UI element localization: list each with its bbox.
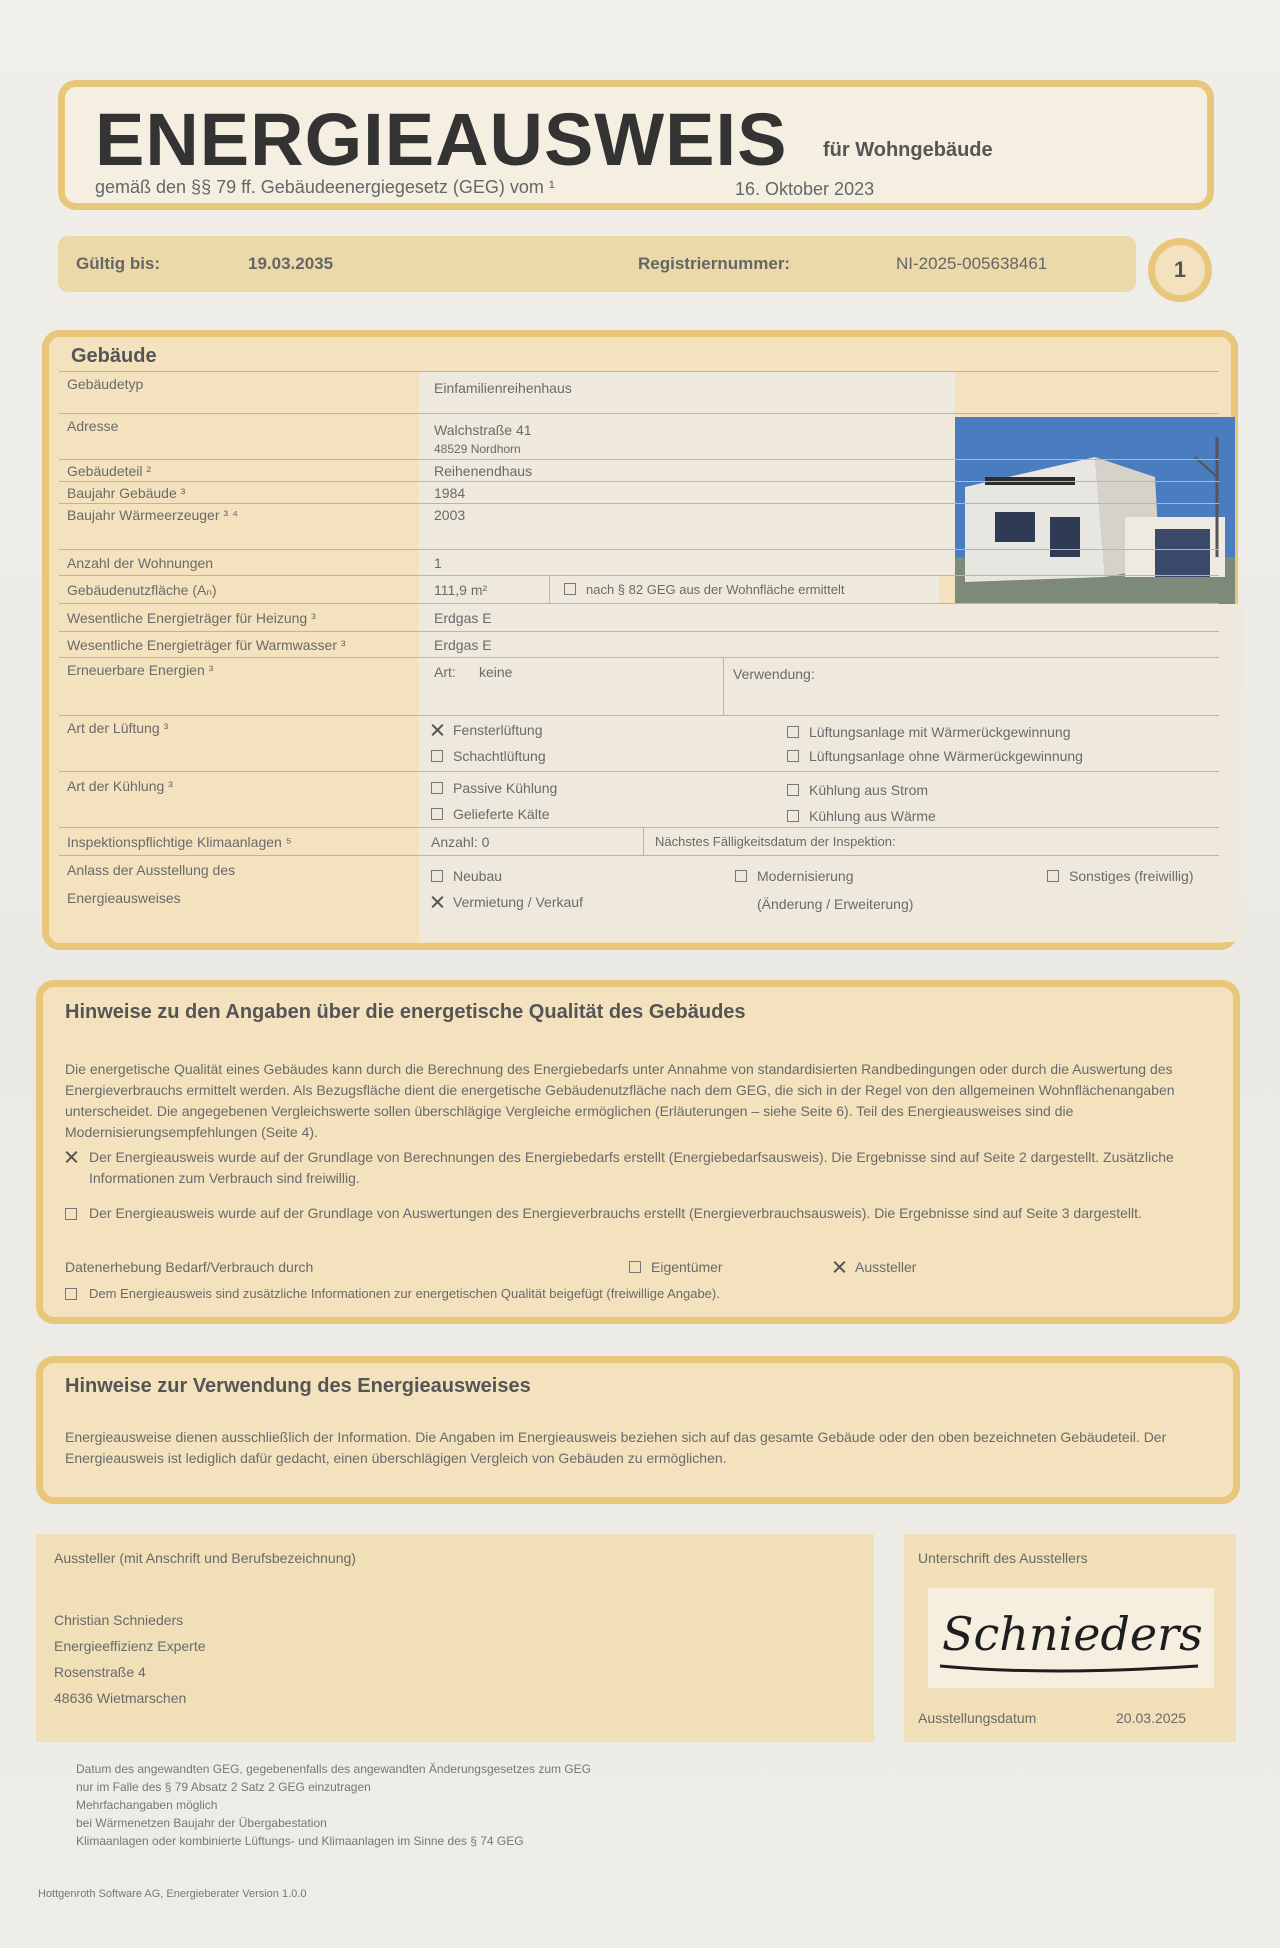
option-label: Passive Kühlung bbox=[453, 780, 558, 796]
handwritten-signature bbox=[928, 1588, 1214, 1688]
option-rent-sale[interactable] bbox=[431, 894, 583, 910]
footnote-5: Klimaanlagen oder kombinierte Lüftungs- und Klimaanlagen im Sinne des § 74 GEG bbox=[76, 1834, 524, 1848]
row-air-conditioning bbox=[59, 827, 1219, 856]
row-issue-reason bbox=[59, 855, 1219, 942]
value-city: 48529 Nordhorn bbox=[434, 442, 521, 456]
building-section bbox=[42, 330, 1238, 950]
option-label: Schachtlüftung bbox=[453, 748, 546, 764]
footnote-2: nur im Falle des § 79 Absatz 2 Satz 2 GEG einzutragen bbox=[76, 1780, 371, 1794]
consumption-certificate-text: Der Energieausweis wurde auf der Grundlage von Auswertungen des Energieverbrauchs erstellt (Energieverbrauchsausweis). Die Ergebnisse sind auf Seite 3 dargestellt. bbox=[89, 1205, 1142, 1221]
signature-text: Schnieders bbox=[942, 1607, 1203, 1661]
valid-date: 19.03.2035 bbox=[248, 254, 334, 273]
row-cooling bbox=[59, 771, 1219, 828]
registration-number: NI-2025-005638461 bbox=[896, 254, 1048, 273]
checkbox-unchecked[interactable] bbox=[629, 1261, 641, 1273]
value-energy-heating: Erdgas E bbox=[434, 610, 492, 626]
option-issuer[interactable] bbox=[833, 1259, 916, 1275]
label-floor-area: Gebäudenutzfläche (Aₙ) bbox=[67, 582, 217, 598]
checkbox-unchecked[interactable] bbox=[787, 784, 799, 796]
option-consumption-certificate[interactable] bbox=[65, 1203, 1211, 1224]
issuer-city: 48636 Wietmarschen bbox=[54, 1690, 187, 1706]
header-box bbox=[58, 80, 1214, 210]
extra-info-text: Dem Energieausweis sind zusätzliche Informationen zur energetischen Qualität beigefügt (freiwillige Angabe). bbox=[89, 1286, 720, 1301]
value-year-heater: 2003 bbox=[434, 507, 466, 523]
quality-notes-intro: Die energetische Qualität eines Gebäudes kann durch die Berechnung des Energiebedarfs unter Annahme von standardisierten Randbedingungen oder durch die Auswertung des Energieverbrauchs ermittelt werden. Als Bezugsfläche dient die energetische Gebäudenutzfläche nach dem GEG, die sich in der Regel von den allgemeinen Wohnflächenangaben unterscheidet. Die angegebenen Vergleichswerte sollen überschlägige Vergleiche ermöglichen (Erläuterungen – siehe Seite 6). Teil des Energieausweises sind die Modernisierungsempfehlungen (Seite 4). bbox=[65, 1061, 1175, 1140]
checkbox-unchecked[interactable] bbox=[431, 808, 443, 820]
option-label: Vermietung / Verkauf bbox=[453, 894, 583, 910]
value-units: 1 bbox=[434, 555, 442, 571]
row-floor-area bbox=[59, 575, 1219, 604]
label-cooling: Art der Kühlung ³ bbox=[67, 778, 173, 794]
row-year-building bbox=[59, 481, 1219, 504]
label-energy-heating: Wesentliche Energieträger für Heizung ³ bbox=[67, 610, 316, 626]
checkbox-unchecked[interactable] bbox=[431, 750, 443, 762]
option-extra-info[interactable] bbox=[65, 1283, 1211, 1304]
label-energy-water: Wesentliche Energieträger für Warmwasser ³ bbox=[67, 637, 346, 653]
label-air-conditioning: Inspektionspflichtige Klimaanlagen ⁵ bbox=[67, 834, 292, 850]
row-renewables bbox=[59, 657, 1219, 716]
demand-certificate-text: Der Energieausweis wurde auf der Grundlage von Berechnungen des Energiebedarfs erstellt (Energiebedarfsausweis). Die Ergebnisse sind auf Seite 2 dargestellt. Zusätzliche Informationen zum Verbrauch sind freiwillig. bbox=[89, 1149, 1174, 1186]
usage-notes-section bbox=[36, 1356, 1240, 1504]
issue-date: 20.03.2025 bbox=[1116, 1710, 1187, 1726]
footnote-1: Datum des angewandten GEG, gegebenenfalls des angewandten Änderungsgesetzes zum GEG bbox=[76, 1762, 591, 1776]
data-collection-label: Datenerhebung Bedarf/Verbrauch durch bbox=[65, 1259, 314, 1275]
building-section-title: Gebäude bbox=[71, 345, 157, 367]
issuer-title: Energieeffizienz Experte bbox=[54, 1638, 206, 1654]
document-subtitle: für Wohngebäude bbox=[823, 139, 993, 161]
law-date: 16. Oktober 2023 bbox=[735, 179, 875, 199]
label-renewables: Erneuerbare Energien ³ bbox=[67, 662, 214, 678]
issuer-name: Christian Schnieders bbox=[54, 1612, 184, 1628]
footnote-3: Mehrfachangaben möglich bbox=[76, 1798, 218, 1812]
label-issue-reason: Anlass der Ausstellung des bbox=[67, 862, 236, 878]
page-number-badge: 1 bbox=[1148, 238, 1212, 302]
option-passive-cooling[interactable] bbox=[431, 780, 557, 796]
option-shaft-ventilation[interactable] bbox=[431, 748, 546, 764]
label-building-type: Gebäudetyp bbox=[67, 376, 144, 392]
value-floor-area: 111,9 m² bbox=[434, 582, 488, 598]
option-other[interactable] bbox=[1047, 868, 1193, 884]
issue-date-label: Ausstellungsdatum bbox=[918, 1710, 1037, 1726]
registration-label: Registriernummer: bbox=[638, 254, 791, 273]
option-label: Lüftungsanlage ohne Wärmerückgewinnung bbox=[809, 748, 1083, 764]
checkbox-checked[interactable] bbox=[431, 724, 443, 736]
value-year-building: 1984 bbox=[434, 485, 466, 501]
modernisation-detail: (Änderung / Erweiterung) bbox=[757, 896, 914, 912]
checkbox-unchecked[interactable] bbox=[65, 1208, 77, 1220]
value-energy-water: Erdgas E bbox=[434, 637, 492, 653]
label-year-heater: Baujahr Wärmeerzeuger ³ ⁴ bbox=[67, 507, 238, 523]
issuer-label: Aussteller (mit Anschrift und Berufsbezeichnung) bbox=[54, 1550, 356, 1566]
label-address: Adresse bbox=[67, 418, 119, 434]
issuer-street: Rosenstraße 4 bbox=[54, 1664, 146, 1680]
value-street: Walchstraße 41 bbox=[434, 422, 532, 438]
value-renewables: keine bbox=[479, 664, 513, 680]
option-supplied-cold[interactable] bbox=[431, 806, 550, 822]
issuer-box bbox=[36, 1534, 874, 1742]
law-reference: gemäß den §§ 79 ff. Gebäudeenergiegesetz (GEG) vom ¹ bbox=[95, 177, 555, 197]
checkbox-unchecked[interactable] bbox=[564, 583, 576, 595]
owner-label: Eigentümer bbox=[651, 1259, 723, 1275]
label-issue-reason-2: Energieausweises bbox=[67, 890, 181, 906]
checkbox-unchecked[interactable] bbox=[1047, 870, 1059, 882]
quality-notes-title: Hinweise zu den Angaben über die energetische Qualität des Gebäudes bbox=[65, 1001, 746, 1023]
checkbox-unchecked[interactable] bbox=[65, 1288, 77, 1300]
option-cooling-electric[interactable] bbox=[787, 782, 928, 798]
row-units bbox=[59, 549, 1219, 576]
floor-area-option-label: nach § 82 GEG aus der Wohnfläche ermittelt bbox=[586, 582, 845, 597]
value-ac-count: Anzahl: 0 bbox=[431, 834, 490, 850]
value-building-part: Reihenendhaus bbox=[434, 463, 533, 479]
signature-label: Unterschrift des Ausstellers bbox=[918, 1550, 1088, 1566]
usage-notes-title: Hinweise zur Verwendung des Energieausweises bbox=[65, 1375, 531, 1397]
checkbox-checked[interactable] bbox=[431, 896, 443, 908]
option-label: Neubau bbox=[453, 868, 503, 884]
signature-area bbox=[928, 1588, 1214, 1688]
checkbox-unchecked[interactable] bbox=[787, 810, 799, 822]
checkbox-unchecked[interactable] bbox=[431, 782, 443, 794]
software-footer: Hottgenroth Software AG, Energieberater Version 1.0.0 bbox=[38, 1888, 307, 1900]
row-ventilation bbox=[59, 715, 1219, 772]
option-label: Lüftungsanlage mit Wärmerückgewinnung bbox=[809, 724, 1071, 740]
issuer-option-label: Aussteller bbox=[855, 1259, 917, 1275]
signature-box bbox=[904, 1534, 1236, 1742]
footnote-4: bei Wärmenetzen Baujahr der Übergabestation bbox=[76, 1816, 327, 1830]
label-building-part: Gebäudeteil ² bbox=[67, 463, 152, 479]
checkbox-unchecked[interactable] bbox=[787, 750, 799, 762]
label-units: Anzahl der Wohnungen bbox=[67, 555, 214, 571]
quality-notes-section bbox=[36, 980, 1240, 1324]
option-label: Modernisierung bbox=[757, 868, 854, 884]
option-demand-certificate[interactable] bbox=[65, 1147, 1211, 1189]
option-new-build[interactable] bbox=[431, 868, 502, 884]
row-energy-heating bbox=[59, 603, 1219, 632]
option-label: Sonstiges (freiwillig) bbox=[1069, 868, 1194, 884]
usage-notes-text: Energieausweise dienen ausschließlich der Information. Die Angaben im Energieausweis beziehen sich auf das gesamte Gebäude oder den oben bezeichneten Gebäudeteil. Der Energieausweis ist lediglich dafür gedacht, einen überschlägigen Vergleich von Gebäuden zu ermöglichen. bbox=[65, 1429, 1167, 1466]
checkbox-unchecked[interactable] bbox=[431, 870, 443, 882]
option-modernisation[interactable] bbox=[735, 868, 854, 884]
label-ventilation: Art der Lüftung ³ bbox=[67, 720, 169, 736]
row-building-type bbox=[59, 371, 1219, 414]
checkbox-unchecked[interactable] bbox=[787, 726, 799, 738]
option-label: Fensterlüftung bbox=[453, 722, 543, 738]
option-vent-no-recovery[interactable] bbox=[787, 748, 1083, 764]
row-energy-water bbox=[59, 631, 1219, 658]
value-building-type: Einfamilienreihenhaus bbox=[434, 380, 572, 396]
renewables-type-label: Art: bbox=[434, 664, 456, 680]
label-year-building: Baujahr Gebäude ³ bbox=[67, 485, 186, 501]
checkbox-checked[interactable] bbox=[65, 1151, 77, 1163]
row-address bbox=[59, 413, 1219, 460]
option-label: Kühlung aus Wärme bbox=[809, 808, 936, 824]
ac-next-inspection: Nächstes Fälligkeitsdatum der Inspektion: bbox=[655, 834, 896, 849]
valid-label: Gültig bis: bbox=[76, 254, 161, 273]
option-label: Gelieferte Kälte bbox=[453, 806, 550, 822]
option-label: Kühlung aus Strom bbox=[809, 782, 929, 798]
document-title: ENERGIEAUSWEIS bbox=[95, 98, 788, 181]
option-owner[interactable] bbox=[629, 1259, 723, 1275]
checkbox-checked[interactable] bbox=[833, 1261, 845, 1273]
renewables-use-label: Verwendung: bbox=[733, 666, 815, 682]
floor-area-option[interactable] bbox=[564, 582, 844, 597]
option-vent-recovery[interactable] bbox=[787, 724, 1070, 740]
option-window-ventilation[interactable] bbox=[431, 722, 543, 738]
row-building-part bbox=[59, 459, 1219, 482]
option-cooling-heat[interactable] bbox=[787, 808, 936, 824]
validity-bar bbox=[58, 236, 1136, 292]
row-year-heater bbox=[59, 503, 1219, 550]
checkbox-unchecked[interactable] bbox=[735, 870, 747, 882]
